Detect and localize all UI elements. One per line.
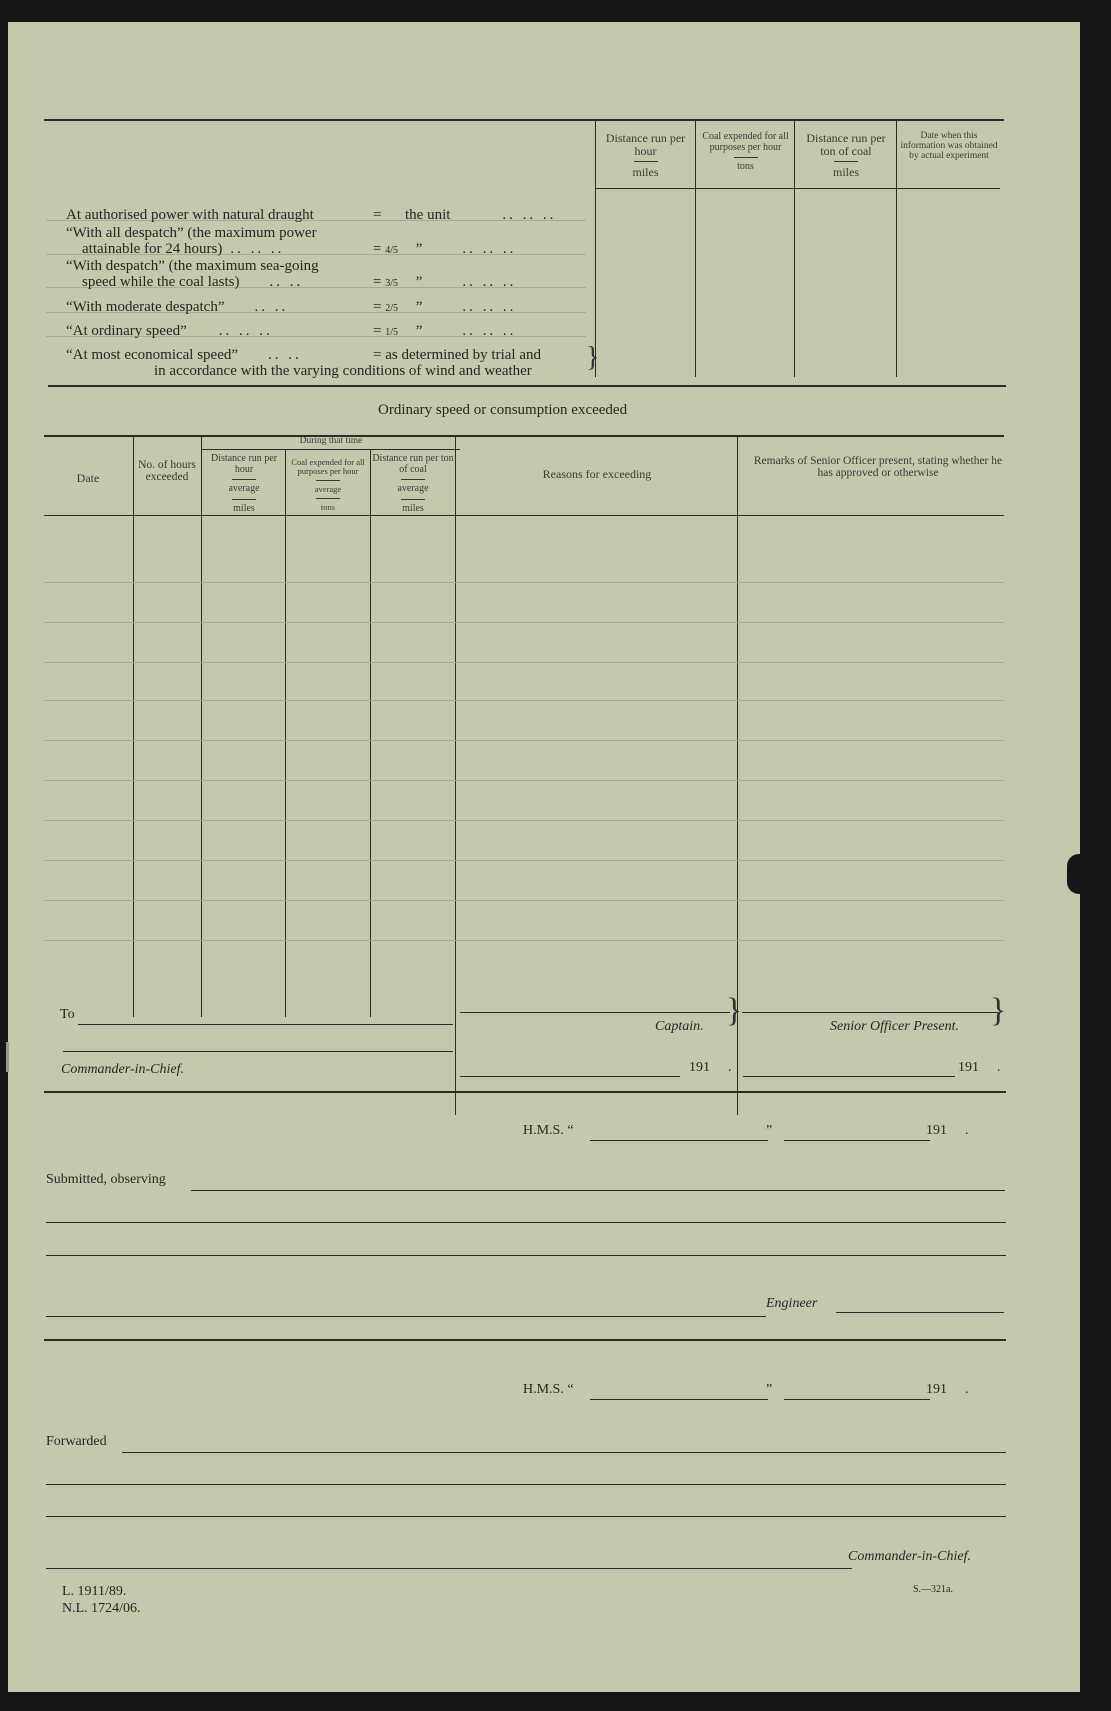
header-ex-per-ton: Distance run per ton of coal average miles (372, 453, 454, 514)
row-despatch: “With despatch” (the maximum sea-going (66, 258, 319, 274)
page-edge-mark (6, 1042, 9, 1072)
row-ordinary: “At ordinary speed” .. .. .. (66, 323, 273, 339)
senior-officer-label: Senior Officer Present. (830, 1019, 959, 1034)
header-date-experiment: Date when this information was obtained by actual experiment (900, 131, 998, 161)
hms-year-2: 191 . (926, 1382, 969, 1397)
forwarded-field[interactable] (122, 1452, 1006, 1453)
header-ex-coal: Coal expended for all purposes per hour average tons (291, 457, 365, 512)
submitted-label: Submitted, observing (46, 1172, 166, 1187)
date-field-2[interactable] (784, 1399, 930, 1400)
header-distance-per-hour: Distance run per hour miles (605, 131, 686, 180)
ship-name-field-1[interactable] (590, 1140, 768, 1141)
date-field-1[interactable] (784, 1140, 930, 1141)
row-all-despatch: “With all despatch” (the maximum power (66, 225, 317, 241)
forwarded-label: Forwarded (46, 1434, 107, 1449)
footer-references: L. 1911/89. N.L. 1724/06. (62, 1584, 141, 1616)
header-distance-per-ton: Distance run per ton of coal miles (806, 131, 886, 180)
form-page: Distance run per hour miles Coal expended for all purposes per hour tons Distance run per ton of coal miles Date when this information was obtained by actual experiment At authorised power with natural draught = the unit .. .. .. “With all despatch” (the maximum power attainable for 24 hours) .. .. .. = 4/5 ” .. .. .. “With despatch” (the maximum sea-going speed while the coal lasts) .. .. = 3/5 ” .. .. .. “With moderate despatch” .. .. = 2/5 ” .. .. .. “At ordinary speed” .. .. .. = 1/5 ” .. .. .. “At most economical speed” .. .. = as determined by trial and in accordance with the varying conditions of wind and weather } Ordinary speed or consumption exceeded Date No. of hours exceeded During that time Distance run per hour average miles Coal expended for all purposes per hour average tons Distance run per ton of coal average miles Reasons for exceeding Remarks of Senior Officer present, stating whether he has approved or otherwise To Commander-in-Chief. Captain. } 191 . Senior Officer Present. } 191 . H.M.S. “ ” 191 . Submitted, observing Engineer H.M.S. “ ” 191 . Forwarded Commander-in-Chief. L. 1911/89. N.L. 1724/06. S.—321a. (8, 22, 1080, 1692)
to-label: To (60, 1007, 75, 1022)
form-number: S.—321a. (913, 1584, 953, 1595)
commander-in-chief-label: Commander-in-Chief. (61, 1062, 184, 1077)
ship-name-field-2[interactable] (590, 1399, 768, 1400)
row-moderate: “With moderate despatch” .. .. (66, 299, 289, 315)
engineer-signature-field[interactable] (836, 1312, 1004, 1313)
header-date: Date (76, 471, 100, 485)
header-remarks: Remarks of Senior Officer present, stating whether he has approved or otherwise (753, 455, 1003, 480)
exceeded-title: Ordinary speed or consumption exceeded (378, 402, 628, 418)
header-coal-per-hour: Coal expended for all purposes per hour tons (702, 131, 789, 172)
row-authorised: At authorised power with natural draught (66, 207, 314, 223)
punch-hole (1067, 854, 1081, 894)
header-reasons: Reasons for exceeding (542, 467, 652, 481)
engineer-label: Engineer (766, 1296, 818, 1311)
hms-year-1: 191 . (926, 1123, 969, 1138)
header-ex-distance: Distance run per hour average miles (210, 453, 278, 514)
captain-label: Captain. (655, 1019, 704, 1034)
hms-label-2: H.M.S. “ (523, 1382, 574, 1397)
header-hours-exceeded: No. of hours exceeded (138, 459, 196, 484)
forwarded-commander-label: Commander-in-Chief. (848, 1549, 971, 1564)
header-during-that-time: During that time (299, 436, 363, 446)
row-economical: “At most economical speed” .. .. (66, 347, 302, 363)
senior-officer-year: 191 . (958, 1060, 1001, 1075)
hms-label-1: H.M.S. “ (523, 1123, 574, 1138)
captain-year: 191 . (689, 1060, 732, 1075)
submitted-field[interactable] (191, 1190, 1005, 1191)
